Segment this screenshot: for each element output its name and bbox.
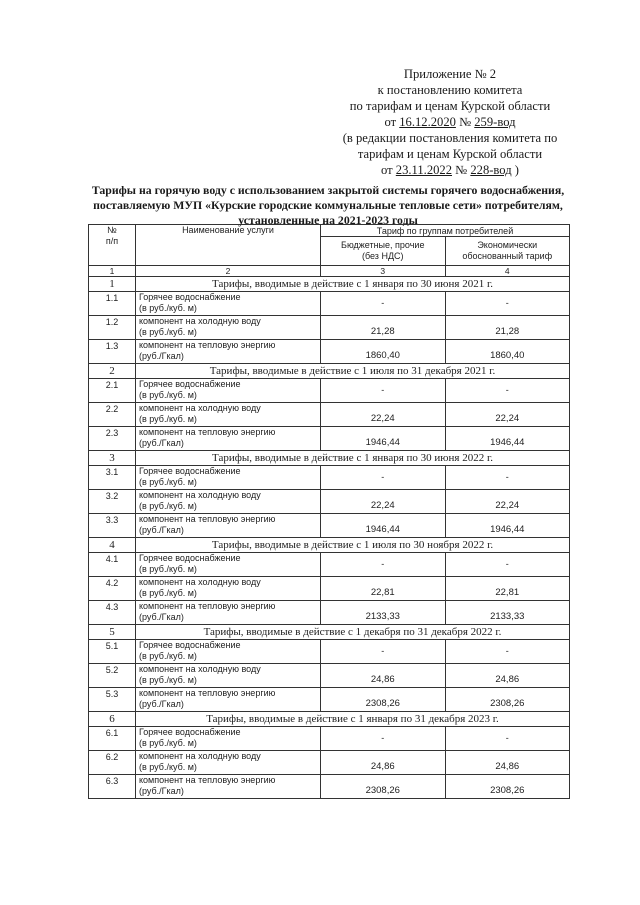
- tariff-economic-value: 2133,33: [445, 601, 570, 625]
- tariffs-table: [88, 224, 570, 799]
- tariff-economic-value: 2308,26: [445, 775, 570, 799]
- appendix-ref-line: по тарифам и ценам Курской области: [349, 99, 551, 113]
- service-name: Горячее водоснабжение (в руб./куб. м): [136, 727, 321, 751]
- tariff-budget-value: 2308,26: [321, 688, 446, 712]
- service-name: Горячее водоснабжение (в руб./куб. м): [136, 292, 321, 316]
- service-name: компонент на холодную воду (в руб./куб. м): [136, 664, 321, 688]
- service-name: компонент на тепловую энергию (руб./Гкал): [136, 427, 321, 451]
- service-name: компонент на холодную воду (в руб./куб. м): [136, 316, 321, 340]
- table-row: [89, 553, 570, 577]
- tariff-budget-value: 22,81: [321, 577, 446, 601]
- period-title: Тарифы, вводимые в действие с 1 декабря по 31 декабря 2022 г.: [136, 625, 570, 640]
- resolution-date: 16.12.2020: [399, 115, 456, 129]
- period-row: [89, 625, 570, 640]
- resolution-ref: от 16.12.2020 № 259-вод: [384, 115, 516, 129]
- service-name: компонент на холодную воду (в руб./куб. м): [136, 490, 321, 514]
- row-number: 5.3: [89, 688, 136, 712]
- row-number: 1.2: [89, 316, 136, 340]
- tariff-budget-value: 1946,44: [321, 427, 446, 451]
- service-name: Горячее водоснабжение (в руб./куб. м): [136, 379, 321, 403]
- row-number: 6.2: [89, 751, 136, 775]
- service-name: Горячее водоснабжение (в руб./куб. м): [136, 466, 321, 490]
- period-number: 2: [89, 364, 136, 379]
- header-num-cell: № п/п: [89, 225, 136, 266]
- period-title: Тарифы, вводимые в действие с 1 июля по 31 декабря 2021 г.: [136, 364, 570, 379]
- table-row: [89, 427, 570, 451]
- table-header-row: [89, 225, 570, 237]
- tariff-economic-value: 22,24: [445, 490, 570, 514]
- tariff-economic-value: 1946,44: [445, 514, 570, 538]
- amendment-line: тарифам и ценам Курской области: [357, 147, 543, 161]
- period-row: [89, 364, 570, 379]
- tariff-budget-value: -: [321, 466, 446, 490]
- header-group-cell: Тариф по группам потребителей: [321, 225, 570, 237]
- service-name: компонент на холодную воду (в руб./куб. м): [136, 751, 321, 775]
- row-number: 3.2: [89, 490, 136, 514]
- tariff-budget-value: 22,24: [321, 403, 446, 427]
- tariff-economic-value: 21,28: [445, 316, 570, 340]
- row-number: 1.1: [89, 292, 136, 316]
- tariff-budget-value: 24,86: [321, 751, 446, 775]
- appendix-number: Приложение № 2: [403, 67, 497, 81]
- period-number: 1: [89, 277, 136, 292]
- table-row: [89, 688, 570, 712]
- tariff-budget-value: -: [321, 553, 446, 577]
- tariff-budget-value: -: [321, 727, 446, 751]
- row-number: 2.3: [89, 427, 136, 451]
- header-v2-cell: Экономически обоснованный тариф: [445, 237, 570, 266]
- table-row: [89, 292, 570, 316]
- period-title: Тарифы, вводимые в действие с 1 января по 30 июня 2022 г.: [136, 451, 570, 466]
- service-name: компонент на тепловую энергию (руб./Гкал): [136, 688, 321, 712]
- row-number: 5.1: [89, 640, 136, 664]
- row-number: 6.3: [89, 775, 136, 799]
- amendment-date: 23.11.2022: [395, 163, 453, 177]
- service-name: Горячее водоснабжение (в руб./куб. м): [136, 640, 321, 664]
- table-row: [89, 316, 570, 340]
- table-row: [89, 514, 570, 538]
- column-index-row: 1 2 3 4: [89, 266, 570, 277]
- tariff-economic-value: -: [445, 727, 570, 751]
- table-row: [89, 664, 570, 688]
- appendix-ref-line: к постановлению комитета: [377, 83, 523, 97]
- table-row: [89, 577, 570, 601]
- row-number: 2.1: [89, 379, 136, 403]
- table-row: [89, 727, 570, 751]
- row-number: 3.1: [89, 466, 136, 490]
- service-name: компонент на тепловую энергию (руб./Гкал): [136, 775, 321, 799]
- period-number: 6: [89, 712, 136, 727]
- tariff-economic-value: -: [445, 379, 570, 403]
- period-title: Тарифы, вводимые в действие с 1 января по 31 декабря 2023 г.: [136, 712, 570, 727]
- header-v1-cell: Бюджетные, прочие (без НДС): [321, 237, 446, 266]
- period-row: [89, 451, 570, 466]
- service-name: компонент на холодную воду (в руб./куб. м): [136, 577, 321, 601]
- resolution-number: 259-вод: [474, 115, 516, 129]
- service-name: Горячее водоснабжение (в руб./куб. м): [136, 553, 321, 577]
- table-row: [89, 601, 570, 625]
- row-number: 5.2: [89, 664, 136, 688]
- row-number: 3.3: [89, 514, 136, 538]
- tariff-budget-value: 22,24: [321, 490, 446, 514]
- tariff-budget-value: 2308,26: [321, 775, 446, 799]
- period-number: 5: [89, 625, 136, 640]
- table-row: [89, 640, 570, 664]
- period-number: 4: [89, 538, 136, 553]
- table-row: [89, 751, 570, 775]
- period-row: [89, 538, 570, 553]
- header-name-cell: Наименование услуги: [136, 225, 321, 266]
- tariff-budget-value: -: [321, 292, 446, 316]
- row-number: 2.2: [89, 403, 136, 427]
- service-name: компонент на тепловую энергию (руб./Гкал): [136, 601, 321, 625]
- tariff-economic-value: -: [445, 640, 570, 664]
- service-name: компонент на тепловую энергию (руб./Гкал): [136, 340, 321, 364]
- tariff-economic-value: -: [445, 292, 570, 316]
- tariff-economic-value: 22,81: [445, 577, 570, 601]
- table-row: [89, 379, 570, 403]
- tariff-economic-value: 1860,40: [445, 340, 570, 364]
- tariff-economic-value: 1946,44: [445, 427, 570, 451]
- appendix-header: [320, 66, 580, 178]
- table-row: [89, 490, 570, 514]
- service-name: компонент на тепловую энергию (руб./Гкал): [136, 514, 321, 538]
- row-number: 4.1: [89, 553, 136, 577]
- table-row: [89, 775, 570, 799]
- table-row: [89, 403, 570, 427]
- amendment-number: 228-вод: [470, 163, 512, 177]
- tariff-economic-value: 22,24: [445, 403, 570, 427]
- tariff-economic-value: 24,86: [445, 664, 570, 688]
- row-number: 1.3: [89, 340, 136, 364]
- tariff-budget-value: 1860,40: [321, 340, 446, 364]
- tariff-economic-value: 2308,26: [445, 688, 570, 712]
- tariff-economic-value: 24,86: [445, 751, 570, 775]
- period-number: 3: [89, 451, 136, 466]
- table-row: [89, 340, 570, 364]
- tariff-budget-value: 24,86: [321, 664, 446, 688]
- tariff-budget-value: 2133,33: [321, 601, 446, 625]
- amendment-line: (в редакции постановления комитета по: [342, 131, 558, 145]
- service-name: компонент на холодную воду (в руб./куб. м): [136, 403, 321, 427]
- period-row: [89, 277, 570, 292]
- document-title: Тарифы на горячую воду с использованием закрытой системы горячего водоснабжения, поставляемую МУП «Курские городские коммунальные тепловые сети» потребителям, установленные на 2021-2023 годы: [91, 183, 565, 227]
- table-row: [89, 466, 570, 490]
- period-row: [89, 712, 570, 727]
- row-number: 4.3: [89, 601, 136, 625]
- tariff-budget-value: 1946,44: [321, 514, 446, 538]
- row-number: 6.1: [89, 727, 136, 751]
- tariff-budget-value: -: [321, 640, 446, 664]
- period-title: Тарифы, вводимые в действие с 1 июля по 30 ноября 2022 г.: [136, 538, 570, 553]
- tariff-economic-value: -: [445, 553, 570, 577]
- tariff-budget-value: -: [321, 379, 446, 403]
- tariff-economic-value: -: [445, 466, 570, 490]
- tariff-budget-value: 21,28: [321, 316, 446, 340]
- amendment-ref: от 23.11.2022 № 228-вод ): [381, 163, 519, 177]
- period-title: Тарифы, вводимые в действие с 1 января по 30 июня 2021 г.: [136, 277, 570, 292]
- row-number: 4.2: [89, 577, 136, 601]
